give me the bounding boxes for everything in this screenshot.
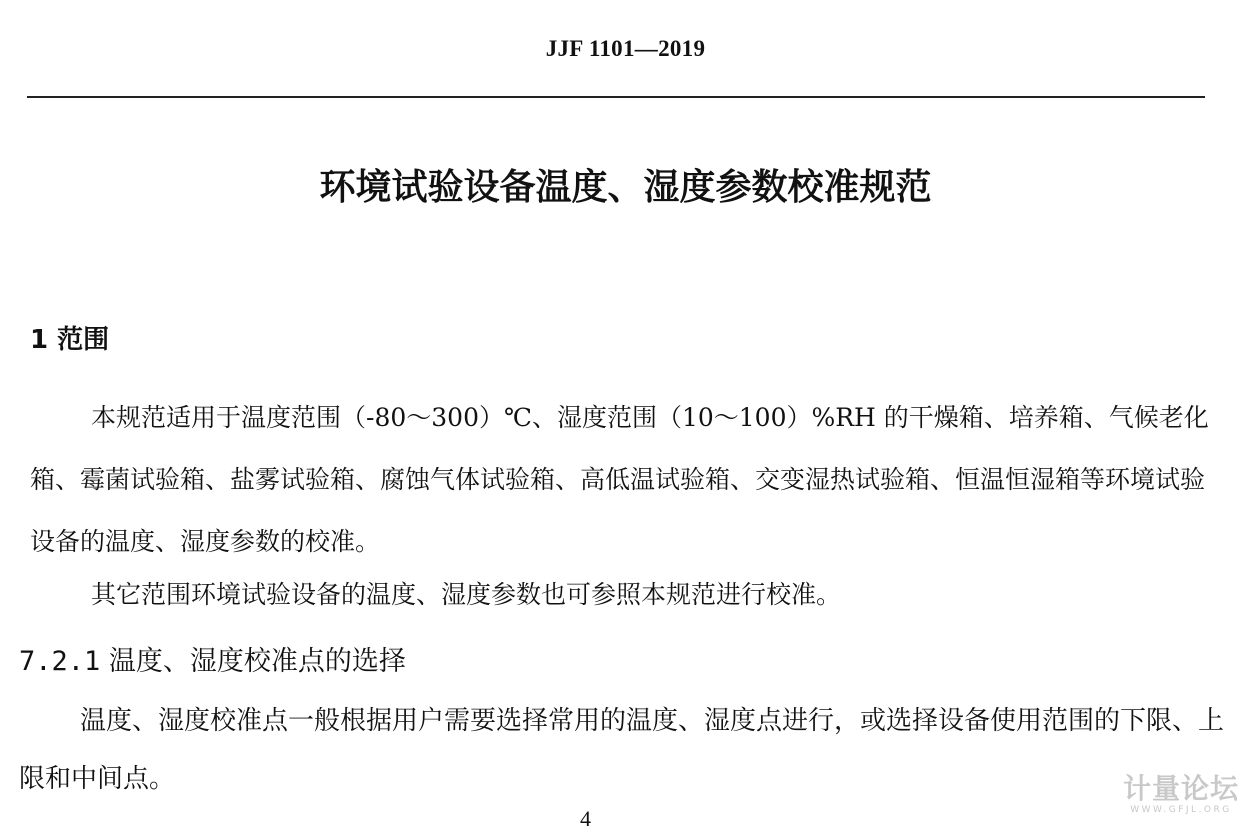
header-rule <box>27 96 1205 98</box>
page-number: 4 <box>580 806 591 831</box>
document-title: 环境试验设备温度、湿度参数校准规范 <box>319 167 932 208</box>
subsection-title: 温度、湿度校准点的选择 <box>108 646 406 677</box>
watermark-url: WWW.GFJL.ORG <box>1130 805 1232 815</box>
scope-paragraph-1: 本规范适用于温度范围（-80～300）℃、湿度范围（10～100）%RH 的干燥箱、培养箱、气候老化箱、霉菌试验箱、盐雾试验箱、腐蚀气体试验箱、高低温试验箱、交变湿热试验箱、恒温恒湿箱等环境试验设备的温度、湿度参数的校准。 <box>30 403 1209 556</box>
subsection-heading <box>19 638 406 686</box>
subsection-number: 7.2.1 <box>19 646 101 677</box>
calibration-point-paragraph: 温度、湿度校准点一般根据用户需要选择常用的温度、湿度点进行，或选择设备使用范围的下限、上限和中间点。 <box>19 706 1225 794</box>
watermark-text: 计量论坛 <box>1122 772 1239 805</box>
scope-paragraph-2: 其它范围环境试验设备的温度、湿度参数也可参照本规范进行校准。 <box>91 580 842 609</box>
forum-watermark <box>1123 774 1239 816</box>
section-heading-scope: 1 范围 <box>30 325 110 355</box>
standard-code: JJF 1101—2019 <box>545 36 706 61</box>
